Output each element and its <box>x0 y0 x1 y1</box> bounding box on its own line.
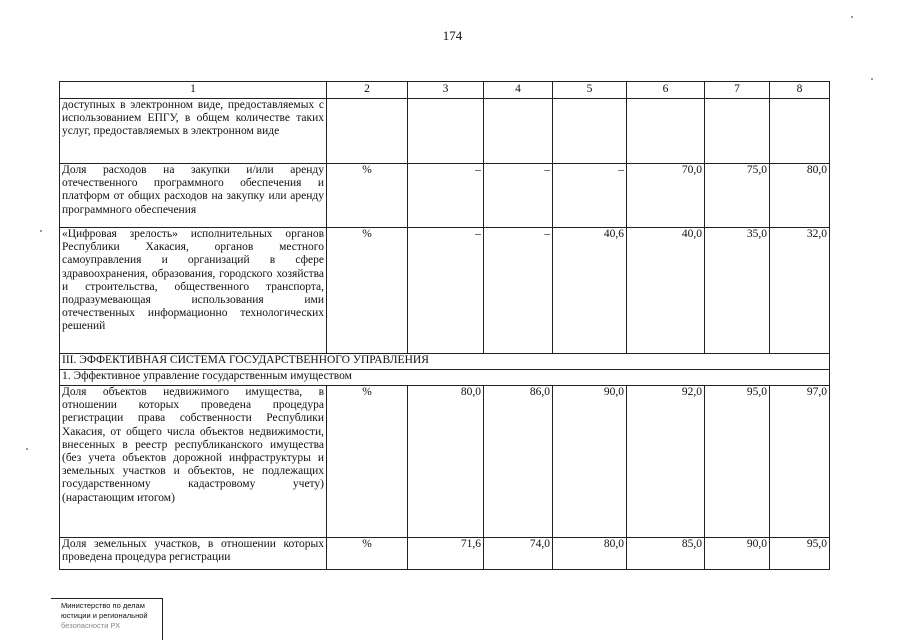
value-cell: 74,0 <box>484 538 553 570</box>
table-row <box>60 386 830 538</box>
column-header: 3 <box>408 82 484 99</box>
value-cell <box>705 99 770 164</box>
scan-speck <box>871 78 873 80</box>
unit-cell <box>327 99 408 164</box>
unit-cell: % <box>327 538 408 570</box>
value-cell: 71,6 <box>408 538 484 570</box>
column-header: 8 <box>770 82 830 99</box>
column-header: 5 <box>553 82 627 99</box>
value-cell: 97,0 <box>770 386 830 538</box>
scan-speck <box>40 230 42 232</box>
value-cell: – <box>553 164 627 228</box>
value-cell: 90,0 <box>705 538 770 570</box>
table-row <box>60 99 830 164</box>
table-header-row <box>60 82 830 99</box>
stamp-line: безопасности РХ <box>61 621 121 630</box>
section-row <box>60 354 830 370</box>
column-header: 1 <box>60 82 327 99</box>
value-cell: 40,0 <box>627 228 705 354</box>
value-cell: 70,0 <box>627 164 705 228</box>
indicator-description: Доля расходов на закупки и/или аренду отечественного программного обеспечения и платформ от общих расходов на закупку или аренду программного обеспечения <box>60 164 327 228</box>
column-header: 2 <box>327 82 408 99</box>
value-cell <box>627 99 705 164</box>
column-header: 6 <box>627 82 705 99</box>
value-cell: 35,0 <box>705 228 770 354</box>
value-cell: 80,0 <box>408 386 484 538</box>
value-cell: 92,0 <box>627 386 705 538</box>
indicators-table <box>59 81 830 570</box>
registration-stamp <box>51 598 163 640</box>
indicator-description: Доля объектов недвижимого имущества, в отношении которых проведена процедура регистрации права собственности Республики Хакасия, от общего числа объектов недвижимости, внесенных в реестр республиканского имущества (без учета объектов дорожной инфраструктуры и земельных участков и объектов, не подлежащих государственному кадастровому учету) (нарастающим итогом) <box>60 386 327 538</box>
value-cell: 80,0 <box>770 164 830 228</box>
value-cell <box>408 99 484 164</box>
value-cell: – <box>408 228 484 354</box>
value-cell: 75,0 <box>705 164 770 228</box>
scan-speck <box>851 16 853 18</box>
value-cell: 86,0 <box>484 386 553 538</box>
indicator-description: доступных в электронном виде, предоставляемых с использованием ЕПГУ, в общем количестве таких услуг, предоставляемых в электронном виде <box>60 99 327 164</box>
value-cell: 90,0 <box>553 386 627 538</box>
stamp-line: Министерство по делам <box>61 601 145 610</box>
unit-cell: % <box>327 386 408 538</box>
stamp-line: юстиции и региональной <box>61 611 148 620</box>
value-cell <box>553 99 627 164</box>
value-cell: 80,0 <box>553 538 627 570</box>
value-cell: 32,0 <box>770 228 830 354</box>
table-row <box>60 228 830 354</box>
indicator-description: Доля земельных участков, в отношении которых проведена процедура регистрации <box>60 538 327 570</box>
value-cell: – <box>484 228 553 354</box>
column-header: 7 <box>705 82 770 99</box>
page-number: 174 <box>442 28 463 43</box>
unit-cell: % <box>327 228 408 354</box>
value-cell <box>484 99 553 164</box>
value-cell: 95,0 <box>705 386 770 538</box>
value-cell: – <box>408 164 484 228</box>
value-cell: 85,0 <box>627 538 705 570</box>
column-header: 4 <box>484 82 553 99</box>
value-cell <box>770 99 830 164</box>
subsection-heading: 1. Эффективное управление государственным имуществом <box>60 370 830 386</box>
unit-cell: % <box>327 164 408 228</box>
value-cell: 40,6 <box>553 228 627 354</box>
indicator-description: «Цифровая зрелость» исполнительных органов Республики Хакасия, органов местного самоуправления и организаций в сфере здравоохранения, образования, городского хозяйства и строительства, общественного транспорта, подразумевающая использования ими отечественных информационно технологических решений <box>60 228 327 354</box>
scan-speck <box>26 448 28 450</box>
table-row <box>60 164 830 228</box>
section-heading: III. ЭФФЕКТИВНАЯ СИСТЕМА ГОСУДАРСТВЕННОГО УПРАВЛЕНИЯ <box>60 354 830 370</box>
value-cell: – <box>484 164 553 228</box>
table-row <box>60 538 830 570</box>
subsection-row <box>60 370 830 386</box>
value-cell: 95,0 <box>770 538 830 570</box>
